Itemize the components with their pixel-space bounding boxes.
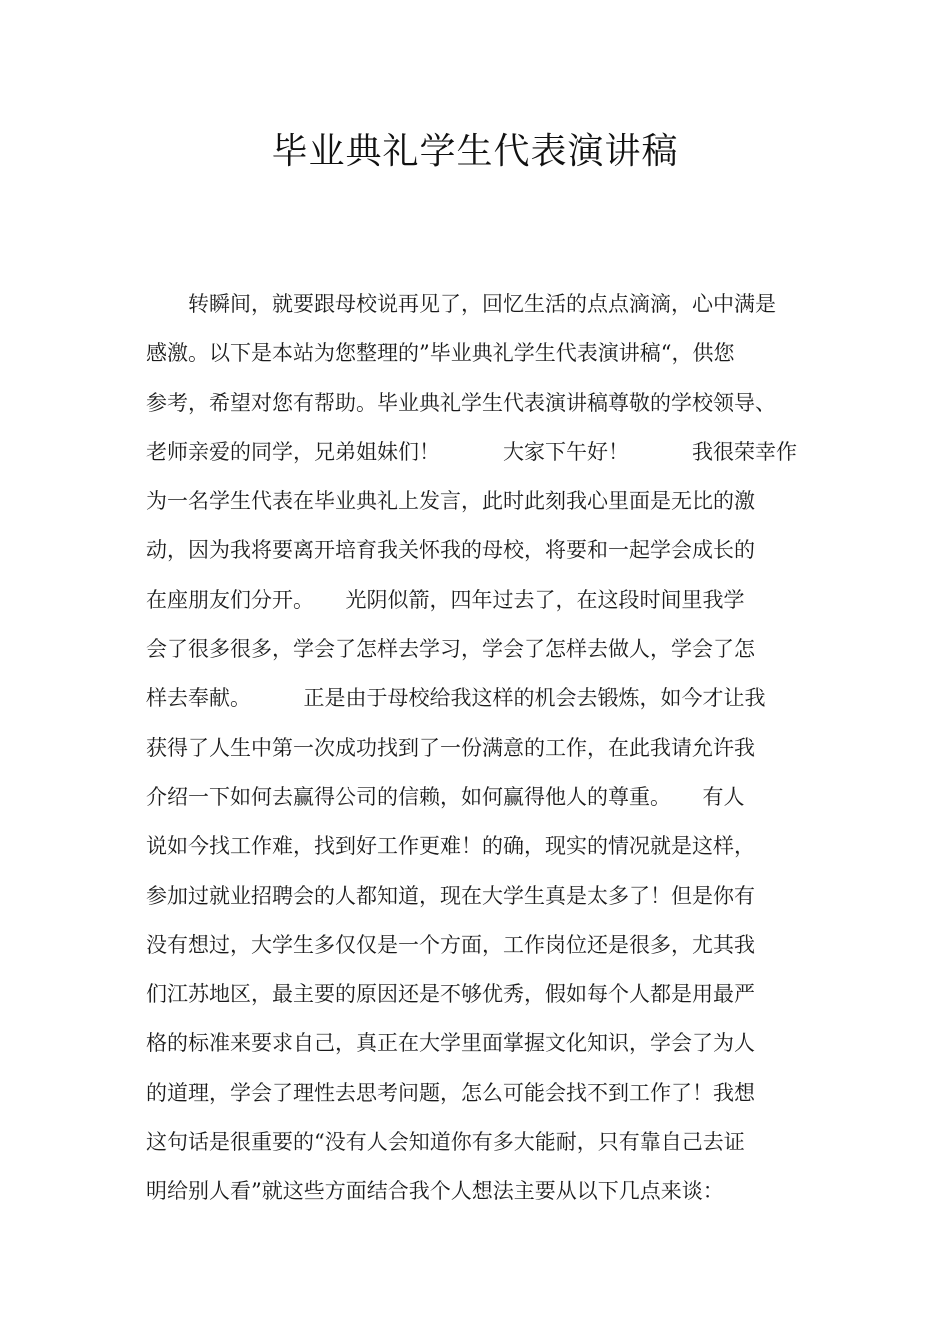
body-line: 在座朋友们分开。 光阴似箭，四年过去了，在这段时间里我学 [146, 587, 745, 612]
body-line: 参加过就业招聘会的人都知道，现在大学生真是太多了！但是你有 [146, 883, 755, 908]
body-line: 介绍一下如何去赢得公司的信赖，如何赢得他人的尊重。 有人 [146, 784, 745, 809]
body-line: 没有想过，大学生多仅仅是一个方面，工作岗位还是很多，尤其我 [146, 932, 755, 957]
body-line: 样去奉献。 正是由于母校给我这样的机会去锻炼，如今才让我 [146, 686, 766, 711]
body-line: 转瞬间，就要跟母校说再见了，回忆生活的点点滴滴，心中满是 [146, 292, 776, 316]
document-body [146, 280, 810, 1217]
body-line: 这句话是很重要的“没有人会知道你有多大能耐，只有靠自己去证 [146, 1130, 745, 1155]
body-line: 老师亲爱的同学，兄弟姐妹们！ 大家下午好！ 我很荣幸作 [146, 439, 797, 464]
body-line: 的道理，学会了理性去思考问题，怎么可能会找不到工作了！我想 [146, 1080, 755, 1105]
body-line: 动，因为我将要离开培育我关怀我的母校，将要和一起学会成长的 [146, 538, 755, 563]
body-line: 为一名学生代表在毕业典礼上发言，此时此刻我心里面是无比的激 [146, 489, 755, 514]
body-line: 明给别人看”就这些方面结合我个人想法主要从以下几点来谈： [146, 1179, 724, 1204]
body-line: 感激。以下是本站为您整理的”毕业典礼学生代表演讲稿“，供您 [146, 341, 735, 366]
body-line: 会了很多很多，学会了怎样去学习，学会了怎样去做人，学会了怎 [146, 637, 755, 662]
body-line: 说如今找工作难，找到好工作更难！的确，现实的情况就是这样， [146, 834, 755, 859]
body-line: 获得了人生中第一次成功找到了一份满意的工作，在此我请允许我 [146, 735, 755, 760]
body-line: 们江苏地区，最主要的原因还是不够优秀，假如每个人都是用最严 [146, 982, 755, 1007]
body-line: 格的标准来要求自己，真正在大学里面掌握文化知识，学会了为人 [146, 1031, 755, 1056]
body-line: 参考，希望对您有帮助。毕业典礼学生代表演讲稿尊敬的学校领导、 [146, 390, 776, 415]
document-title: 毕业典礼学生代表演讲稿 [271, 131, 679, 172]
